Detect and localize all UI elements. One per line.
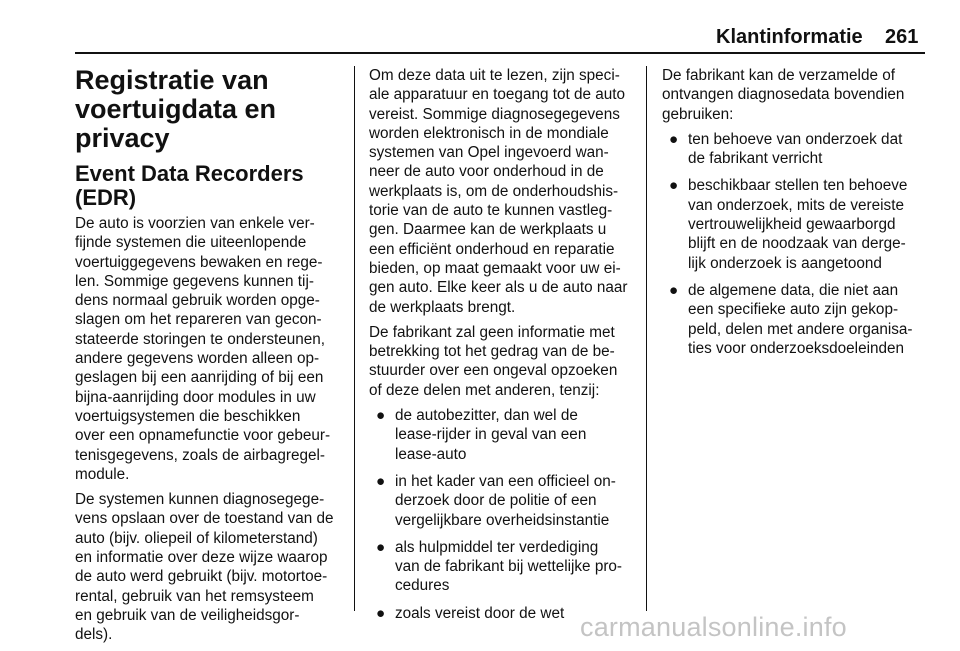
page-number: 261 xyxy=(885,26,919,48)
section-title: Klantinformatie xyxy=(716,26,863,48)
list-item-text: de autobezitter, dan wel de lease-rijder in geval van een lease-auto xyxy=(395,407,587,463)
paragraph: De fabrikant zal geen informatie met betrekking tot het gedrag van de be- stuurder over een ongeval opzoeken of deze delen met anderen, tenzij: xyxy=(369,323,618,399)
bullet-icon: ● xyxy=(376,538,386,556)
list-item xyxy=(369,472,637,530)
bullet-list xyxy=(662,130,930,358)
bullet-icon: ● xyxy=(376,472,386,490)
bullet-icon: ● xyxy=(669,281,679,299)
column-3 xyxy=(662,66,930,366)
column-divider xyxy=(646,66,647,611)
list-item xyxy=(662,281,930,358)
bullet-icon: ● xyxy=(669,130,679,148)
bullet-icon: ● xyxy=(376,604,386,622)
list-item xyxy=(369,538,637,596)
list-item xyxy=(662,130,930,169)
list-item-text: ten behoeve van onderzoek dat de fabrikant verricht xyxy=(688,130,903,168)
bullet-list xyxy=(369,406,637,623)
bullet-icon: ● xyxy=(376,407,386,425)
list-item-text: beschikbaar stellen ten behoeve van onderzoek, mits de vereiste vertrouwelijkheid gewaarborgd blijft en de noodzaak van derge- lijk onderzoek is aangetoond xyxy=(688,177,908,272)
sub-heading: Event Data Recorders (EDR) xyxy=(75,161,304,210)
column-divider xyxy=(354,66,355,611)
paragraph: De auto is voorzien van enkele ver- fijnde systemen die uiteenlopende voertuiggegevens bewaken en rege- len. Sommige gegevens kunnen tij- dens normaal gebruik worden opge- slagen om het repareren van gecon- stateerde storingen te ondersteunen, andere gegevens worden alleen op- geslagen bij een aanrijding of bij een bijna-aanrijding door modules in uw voertuigsystemen die beschikken over een opnamefunctie voor gebeur- tenisgegevens, zoals de airbagregel- module. xyxy=(75,215,331,483)
list-item-text: zoals vereist door de wet xyxy=(395,604,565,622)
paragraph: De systemen kunnen diagnosegege- vens opslaan over de toestand van de auto (bijv. oliepeil of kilometerstand) en informatie over deze wijze waarop de auto werd gebruikt (bijv. motortoe- rental, gebruik van het remsysteem en gebruik van de veiligheidsgor- dels). xyxy=(75,491,334,644)
list-item-text: als hulpmiddel ter verdediging van de fabrikant bij wettelijke pro- cedures xyxy=(395,538,623,595)
main-heading: Registratie van voertuigdata en privacy xyxy=(75,65,277,153)
paragraph: Om deze data uit te lezen, zijn speci- ale apparatuur en toegang tot de auto vereist. Sommige diagnosegegevens worden elektronisch in de mondiale systemen van Opel ingevoerd wan- neer de auto voor onderhoud in de werkplaats is, om de onderhoudshis- torie van de auto te kunnen vastleg- gen. Daarmee kan de werkplaats u een efficiënt onderhoud en reparatie bieden, op maat gemaakt voor uw ei- gen auto. Elke keer als u de auto naar de werkplaats brengt. xyxy=(369,67,628,316)
list-item xyxy=(662,176,930,272)
page-header xyxy=(0,20,960,54)
paragraph: De fabrikant kan de verzamelde of ontvangen diagnosedata bovendien gebruiken: xyxy=(662,67,905,123)
list-item-text: in het kader van een officieel on- derzoek door de politie of een vergelijkbare overheidsinstantie xyxy=(395,472,616,529)
header-divider xyxy=(75,52,925,54)
watermark: carmanualsonline.info xyxy=(580,612,847,642)
list-item-text: de algemene data, die niet aan een specifieke auto zijn gekop- peld, delen met andere organisa- ties voor onderzoeksdoeleinden xyxy=(688,281,913,357)
list-item xyxy=(369,406,637,464)
column-1 xyxy=(75,66,343,651)
bullet-icon: ● xyxy=(669,177,679,195)
column-2 xyxy=(369,66,637,631)
